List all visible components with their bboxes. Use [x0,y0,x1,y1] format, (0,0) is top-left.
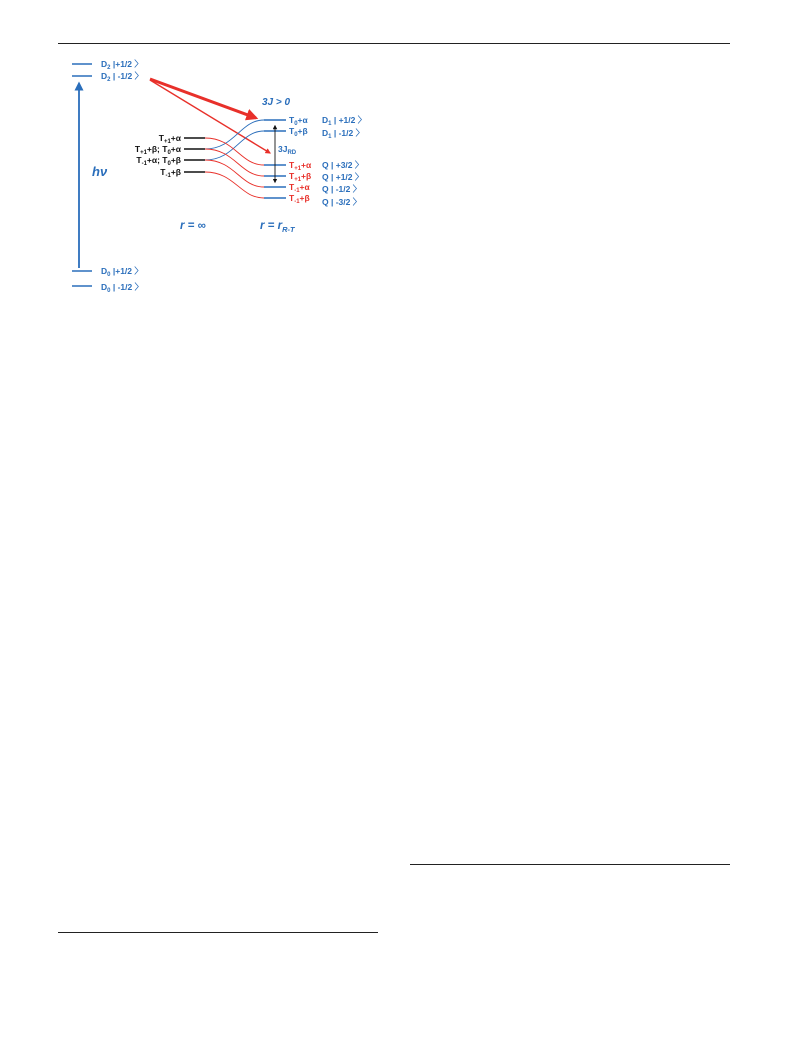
left-level-label-4: $T_{-1}+\beta$ [160,167,181,179]
left-level-label-1: $T_{+1}+\alpha$ [158,133,181,145]
d0-minus-label: $D_0$ | -1/2 〉 [101,282,144,294]
d2-minus-label: $D_2$ | -1/2 〉 [101,71,144,83]
correlation-curve-tm1-beta [205,172,264,198]
state-label-1: $D_1$ | +1/2 〉 [322,115,367,127]
right-level-label-5: $T_{-1}+\alpha$ [289,182,310,194]
d0-plus-label: $D_0$ |+1/2 〉 [101,266,143,278]
jrd-label: $3J_{RD}$ [278,144,297,156]
right-level-label-6: $T_{-1}+\beta$ [289,193,310,205]
r-infinity-label: r = ∞ [180,220,206,232]
d2-plus-label: $D_2$ |+1/2 〉 [101,59,143,71]
r-rt-label: $r = r_{R-T}$ [260,220,295,234]
left-level-label-2: $T_{+1}+\beta$; $T_0+\alpha$ [134,144,181,156]
state-label-3: Q | +3/2 〉 [322,160,364,170]
state-label-2: $D_1$ | -1/2 〉 [322,128,365,140]
state-label-5: Q | -1/2 〉 [322,184,362,194]
state-label-4: Q | +1/2 〉 [322,172,364,182]
correlation-curve-t0-beta [205,131,264,160]
state-label-6: Q | -3/2 〉 [322,197,362,207]
right-level-label-3: $T_{+1}+\alpha$ [289,160,312,172]
right-level-label-2: $T_0+\beta$ [289,126,308,138]
right-level-label-1: $T_0+\alpha$ [289,115,308,127]
hv-label: hν [92,164,108,179]
left-level-label-3: $T_{-1}+\alpha$; $T_0+\beta$ [136,155,181,167]
coupling-label: 3J > 0 [262,97,291,108]
right-level-label-4: $T_{+1}+\beta$ [289,171,312,183]
